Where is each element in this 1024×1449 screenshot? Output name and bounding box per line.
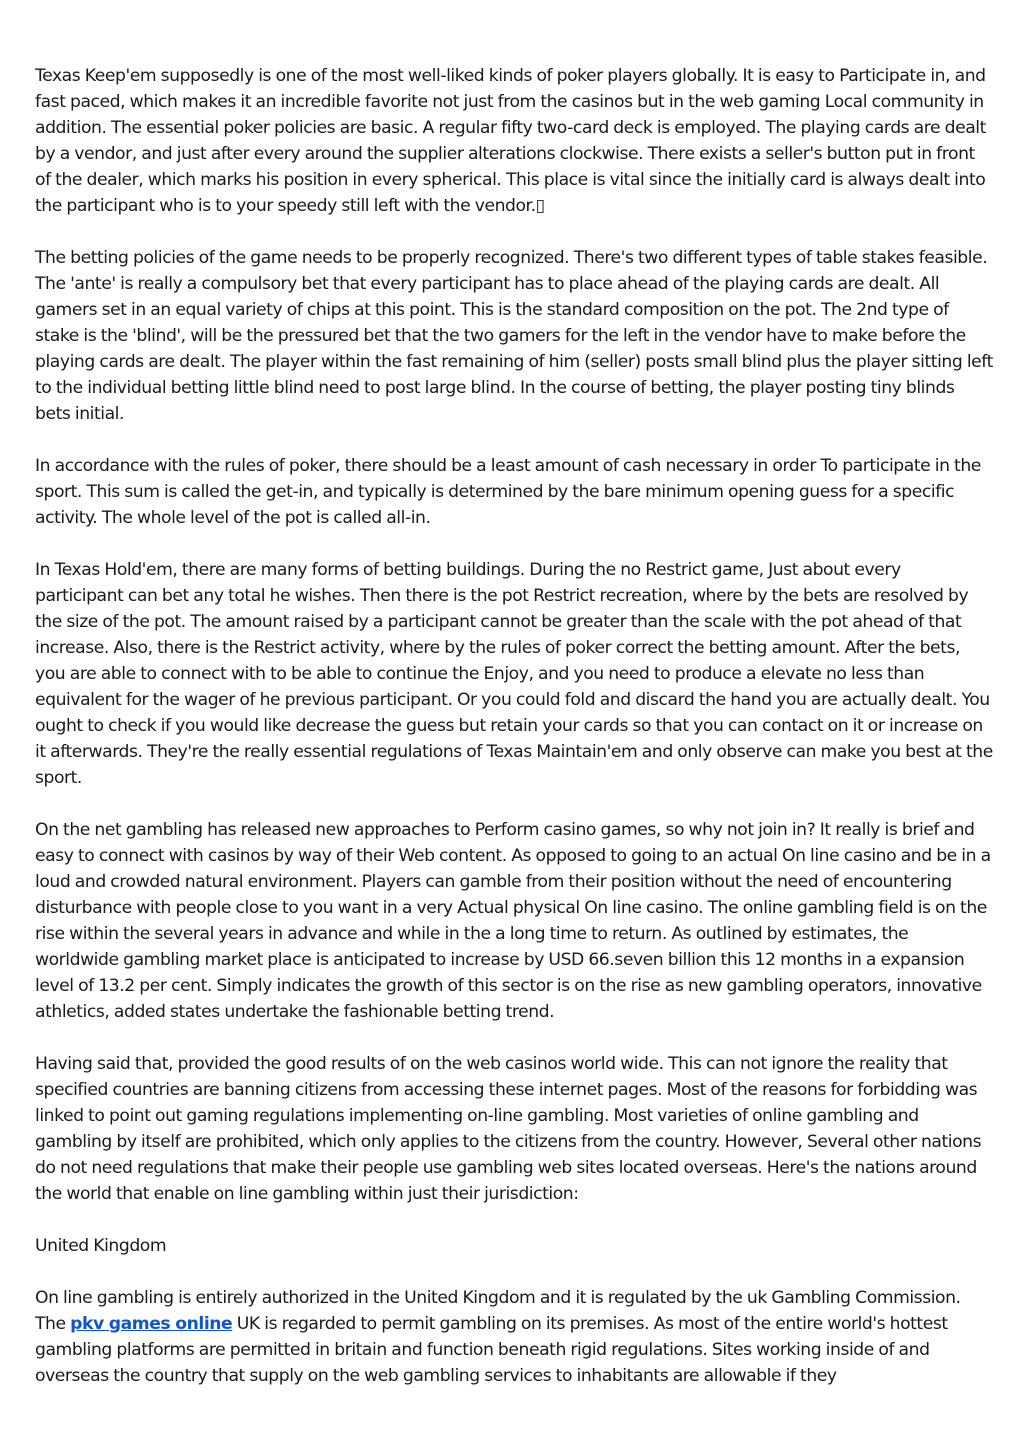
section-heading-united-kingdom: United Kingdom bbox=[35, 1236, 167, 1256]
pkv-games-online-link[interactable]: pkv games online bbox=[70, 1314, 233, 1334]
paragraph-buy-in: In accordance with the rules of poker, there should be a least amount of cash necessary in order To participate in the sport. This sum is called the get-in, and typically is determined by the bare minimum opening guess for a specific activity. The whole level of the pot is called all-in. bbox=[35, 456, 981, 528]
paragraph-betting-policies: The betting policies of the game needs to be properly recognized. There's two different types of table stakes feasible. The 'ante' is really a compulsory bet that every participant has to place ahead of the playing cards are dealt. All gamers set in an equal variety of chips at this point. This is the standard composition on the pot. The 2nd type of stake is the 'blind', will be the pressured bet that the two gamers for the left in the vendor have to make before the playing cards are dealt. The player within the fast remaining of him (seller) posts small blind plus the player sitting left to the individual betting little blind need to post large blind. In the course of betting, the player posting tiny blinds bets initial. bbox=[35, 248, 993, 424]
paragraph-online-gambling: On the net gambling has released new approaches to Perform casino games, so why not join in? It really is brief and easy to connect with casinos by way of their Web content. As opposed to going to an actual On line casino and be in a loud and crowded natural environment. Players can gamble from their position without the need of encountering disturbance with people close to you want in a very Actual physical On line casino. The online gambling field is on the rise within the several years in advance and while in the a long time to return. As outlined by estimates, the worldwide gambling market place is anticipated to increase by USD 66.seven billion this 12 months in a expansion level of 13.2 per cent. Simply indicates the growth of this sector is on the rise as new gambling operators, innovative athletics, added states undertake the fashionable betting trend. bbox=[35, 820, 991, 1022]
uk-text-after-link: UK is regarded to permit gambling on its premises. As most of the entire world's hottest gambling platforms are permitted in britain and function beneath rigid regulations. Sites working inside of and overseas the country that supply on the web gambling services to inhabitants are allowable if they bbox=[35, 1314, 948, 1386]
paragraph-country-bans: Having said that, provided the good results of on the web casinos world wide. This can not ignore the reality that specified countries are banning citizens from accessing these internet pages. Most of the reasons for forbidding was linked to point out gaming regulations implementing on-line gambling. Most varieties of online gambling and gambling by itself are prohibited, which only applies to the citizens from the country. However, Several other nations do not need regulations that make their people use gambling web sites located overseas. Here's the nations around the world that enable on line gambling within just their jurisdiction: bbox=[35, 1054, 982, 1204]
paragraph-betting-structures: In Texas Hold'em, there are many forms of betting buildings. During the no Restrict game, Just about every participant can bet any total he wishes. Then there is the pot Restrict recreation, where by the bets are resolved by the size of the pot. The amount raised by a participant cannot be greater than the scale with the pot ahead of that increase. Also, there is the Restrict activity, where by the rules of poker correct the betting amount. After the bets, you are able to connect with to be able to continue the Enjoy, and you need to produce a elevate no less than equivalent for the wager of he previous participant. Or you could fold and discard the hand you are actually dealt. You ought to check if you would like decrease the guess but retain your cards so that you can contact on it or increase on it afterwards. They're the really essential regulations of Texas Maintain'em and only observe can make you best at the sport. bbox=[35, 560, 993, 788]
paragraph-texas-holdem-intro: Texas Keep'em supposedly is one of the most well-liked kinds of poker players globally. It is easy to Participate in, and fast paced, which makes it an incredible favorite not just from the casinos but in the web gaming Local community in addition. The essential poker policies are basic. A regular fifty two-card deck is employed. The playing cards are dealt by a vendor, and just after every around the supplier alterations clockwise. There exists a seller's button put in front of the dealer, which marks his position in every spherical. This place is vital since the initially card is always dealt into the participant who is to your speedy still left with the vendor.▯ bbox=[35, 66, 986, 216]
paragraph-uk-gambling bbox=[35, 1285, 993, 1389]
uk-text-before-link: On line gambling is entirely authorized in the United Kingdom and it is regulated by the uk Gambling Commission. The bbox=[35, 1288, 961, 1334]
document-body bbox=[35, 63, 993, 1415]
